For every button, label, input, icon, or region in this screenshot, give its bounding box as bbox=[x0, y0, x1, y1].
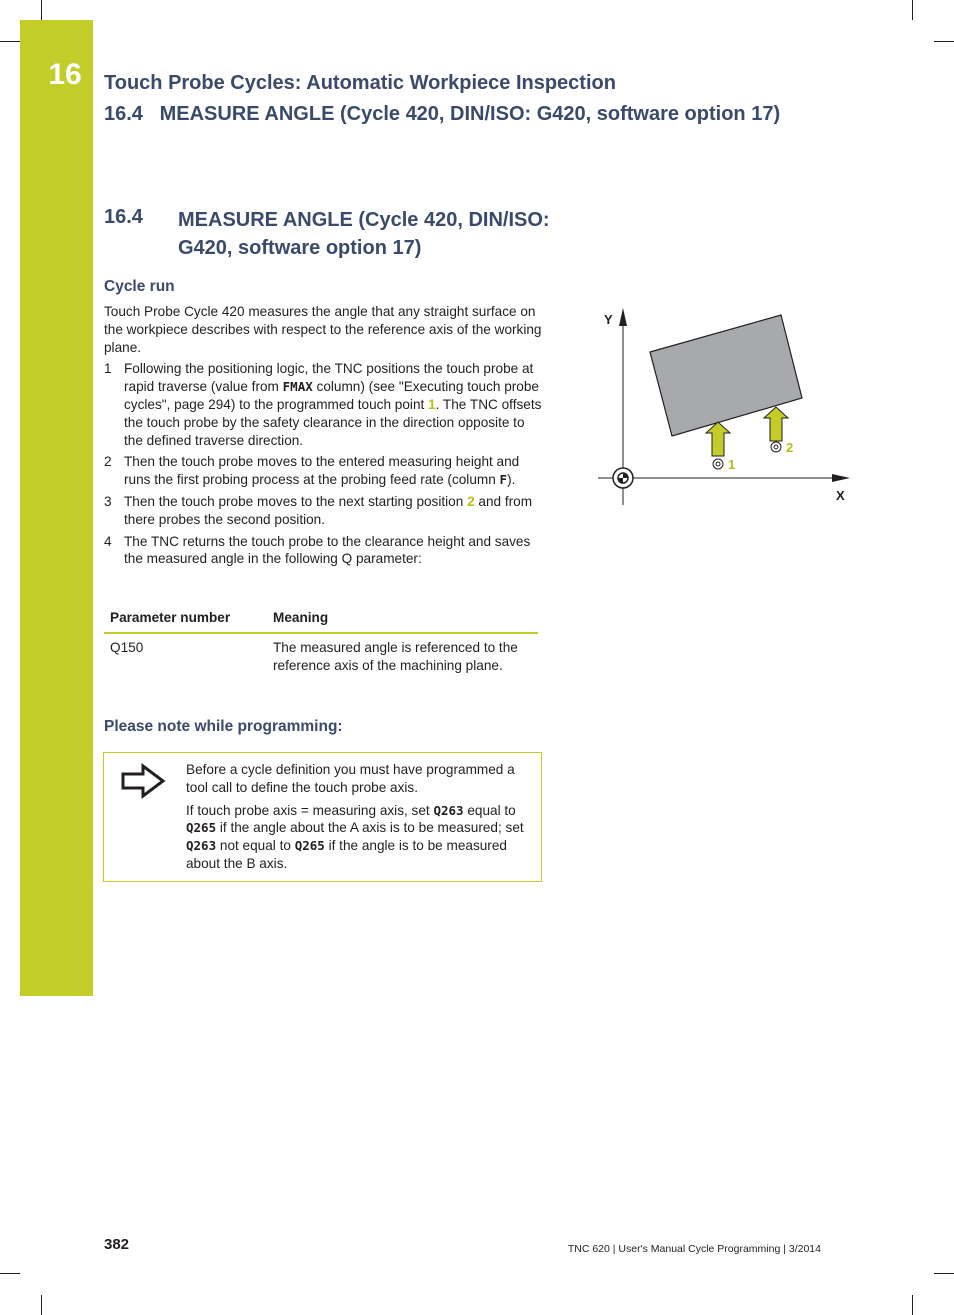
arrow-right-icon bbox=[121, 763, 167, 804]
section-title: MEASURE ANGLE (Cycle 420, DIN/ISO: G420, software option 17) bbox=[178, 209, 550, 259]
probe-arrow-2 bbox=[764, 407, 788, 441]
list-item: 3 Then the touch probe moves to the next starting position 2 and from there probes the second position. bbox=[104, 493, 533, 527]
crop-mark bbox=[912, 1295, 913, 1315]
note-box-border bbox=[103, 753, 104, 881]
note-paragraph: Before a cycle definition you must have programmed a tool call to define the touch probe axis. bbox=[186, 762, 515, 795]
x-axis-arrow bbox=[832, 474, 850, 482]
list-item: 2 Then the touch probe moves to the entered measuring height and runs the first probing process at the probing feed rate (column F). bbox=[104, 454, 520, 488]
table-cell: The measured angle is referenced to the reference axis of the machining plane. bbox=[273, 639, 518, 673]
touch-point-2-label: 2 bbox=[786, 440, 794, 455]
crop-mark bbox=[934, 41, 954, 42]
cycle-run-body bbox=[104, 303, 542, 568]
table-row bbox=[104, 633, 538, 675]
footer-info: TNC 620 | User's Manual Cycle Programming | 3/2014 bbox=[567, 1243, 821, 1255]
touch-point-2-icon bbox=[771, 442, 781, 452]
crop-mark bbox=[41, 1295, 42, 1315]
cycle-run-heading: Cycle run bbox=[104, 278, 175, 295]
crop-mark bbox=[0, 1273, 20, 1274]
y-axis-label: Y bbox=[604, 312, 613, 327]
touch-point-1-icon bbox=[713, 459, 723, 469]
running-header-section: 16.4 MEASURE ANGLE (Cycle 420, DIN/ISO: G420, software option 17) bbox=[104, 103, 781, 125]
touch-point-1-label: 1 bbox=[728, 457, 736, 472]
cycle-steps bbox=[104, 360, 542, 568]
page-number: 382 bbox=[104, 1236, 130, 1253]
y-axis-arrow bbox=[619, 308, 627, 326]
parameter-table bbox=[104, 606, 538, 674]
x-axis-label: X bbox=[836, 488, 845, 503]
cycle-run-intro: Touch Probe Cycle 420 measures the angle that any straight surface on the workpiece describes with respect to the reference axis of the working plane. bbox=[104, 304, 542, 355]
running-header-title: Touch Probe Cycles: Automatic Workpiece Inspection bbox=[104, 72, 616, 94]
column-header: Meaning bbox=[267, 606, 538, 633]
chapter-number: 16 bbox=[48, 58, 82, 91]
table-header-row bbox=[104, 606, 538, 633]
chapter-sidebar bbox=[20, 20, 93, 996]
probe-arrow-1 bbox=[706, 422, 730, 456]
section-number: 16.4 bbox=[104, 206, 143, 228]
table-cell: Q150 bbox=[110, 639, 144, 655]
note-text bbox=[186, 761, 536, 873]
column-header: Parameter number bbox=[104, 606, 267, 633]
note-box bbox=[103, 752, 542, 882]
note-heading: Please note while programming: bbox=[104, 718, 343, 735]
crop-mark bbox=[0, 41, 20, 42]
list-item: 4 The TNC returns the touch probe to the clearance height and saves the measured angle in the following Q parameter: bbox=[104, 533, 531, 567]
list-item: 1 Following the positioning logic, the TNC positions the touch probe at rapid traverse (value from FMAX column) (see "Executing touch probe cycles", page 294) to the programmed touch point 1. The TNC offsets the touch probe by the safety clearance in the direction opposite to the defined traverse direction. bbox=[104, 361, 542, 448]
datum-icon bbox=[613, 468, 633, 488]
measure-angle-diagram bbox=[590, 300, 860, 520]
crop-mark bbox=[912, 0, 913, 20]
crop-mark bbox=[934, 1273, 954, 1274]
crop-mark bbox=[41, 0, 42, 20]
note-paragraph: If touch probe axis = measuring axis, set Q263 equal to Q265 if the angle about the A axis is to be measured; set Q263 not equal to Q265 if the angle is to be measured about the B axis. bbox=[186, 802, 524, 871]
